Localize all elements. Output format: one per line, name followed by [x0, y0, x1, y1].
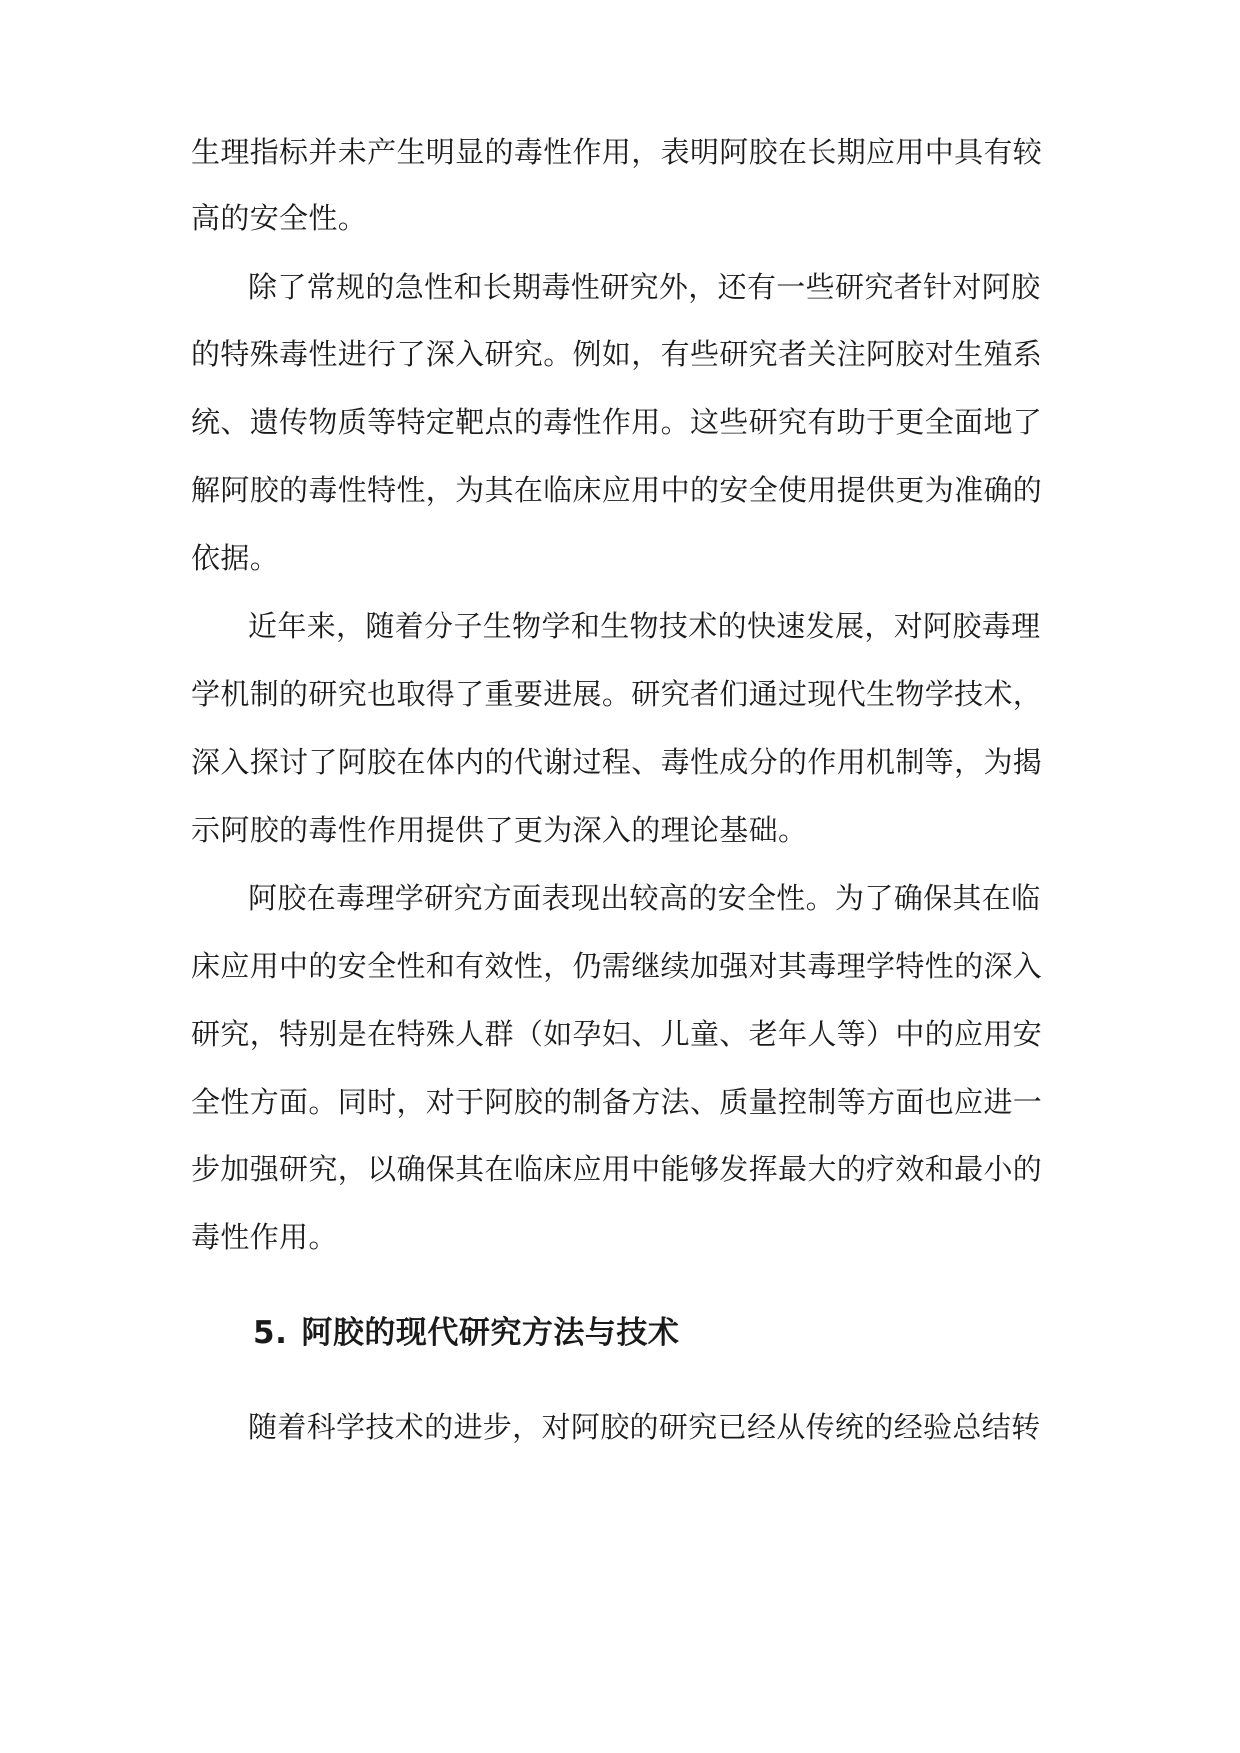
- text-line: 毒性作用。: [191, 1220, 338, 1254]
- text-line: 统、遗传物质等特定靶点的毒性作用。这些研究有助于更全面地了: [191, 405, 1043, 439]
- text-line: 阿胶在毒理学研究方面表现出较高的安全性。为了确保其在临: [248, 881, 1041, 915]
- text-line: 生理指标并未产生明显的毒性作用，表明阿胶在长期应用中具有较: [191, 135, 1043, 169]
- section-number: 5.: [253, 1315, 288, 1351]
- text-line: 研究，特别是在特殊人群（如孕妇、儿童、老年人等）中的应用安: [191, 1017, 1043, 1051]
- section-heading: [253, 1312, 679, 1354]
- text-line: 解阿胶的毒性特性，为其在临床应用中的安全使用提供更为准确的: [191, 473, 1043, 507]
- text-line: 高的安全性。: [191, 201, 368, 235]
- text-line: 全性方面。同时，对于阿胶的制备方法、质量控制等方面也应进一: [191, 1085, 1043, 1119]
- text-line: 随着科学技术的进步，对阿胶的研究已经从传统的经验总结转: [248, 1410, 1041, 1444]
- text-line: 床应用中的安全性和有效性，仍需继续加强对其毒理学特性的深入: [191, 949, 1043, 983]
- text-line: 近年来，随着分子生物学和生物技术的快速发展，对阿胶毒理: [248, 609, 1041, 643]
- text-line: 步加强研究，以确保其在临床应用中能够发挥最大的疗效和最小的: [191, 1152, 1043, 1186]
- text-line: 除了常规的急性和长期毒性研究外，还有一些研究者针对阿胶: [248, 270, 1041, 304]
- text-line: 示阿胶的毒性作用提供了更为深入的理论基础。: [191, 813, 808, 847]
- text-line: 学机制的研究也取得了重要进展。研究者们通过现代生物学技术，: [191, 677, 1043, 711]
- section-title: 阿胶的现代研究方法与技术: [301, 1315, 680, 1351]
- text-line: 的特殊毒性进行了深入研究。例如，有些研究者关注阿胶对生殖系: [191, 337, 1043, 371]
- text-line: 依据。: [191, 541, 280, 575]
- text-line: 深入探讨了阿胶在体内的代谢过程、毒性成分的作用机制等，为揭: [191, 745, 1043, 779]
